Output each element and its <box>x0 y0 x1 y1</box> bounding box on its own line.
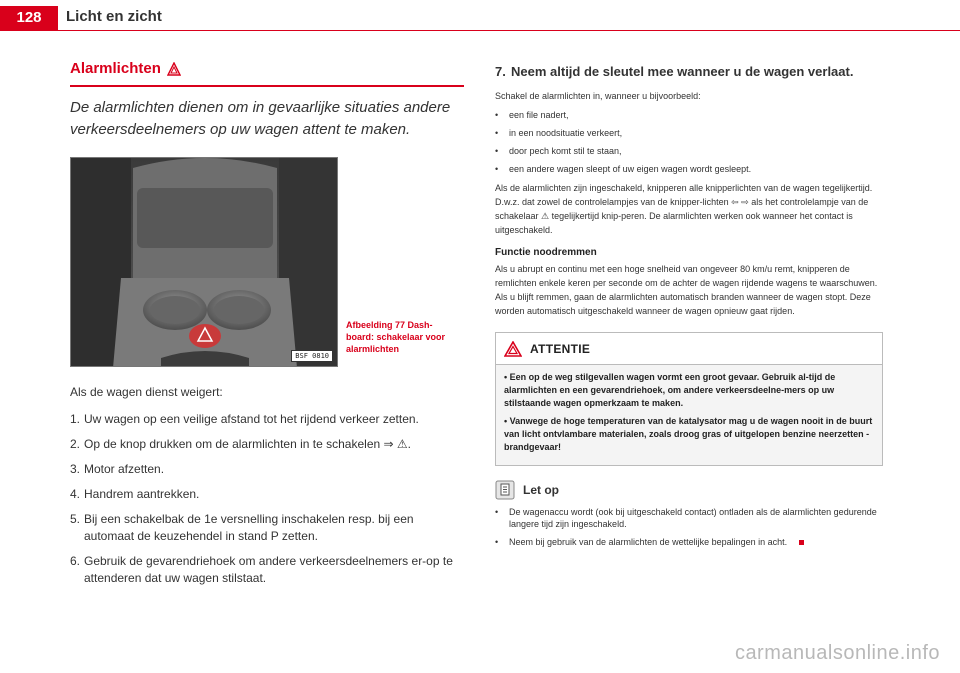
note-list <box>495 506 885 548</box>
warning-triangle-icon <box>504 341 522 357</box>
left-column <box>70 60 464 595</box>
page-number: 128 <box>0 6 58 30</box>
right-column <box>495 64 885 554</box>
lead-text: Als de wagen dienst weigert: <box>70 385 223 399</box>
note-icon <box>495 480 515 500</box>
list-item: • De wagenaccu wordt (ook bij uitgeschakeld contact) ontladen als de alarmlichten gedurende langere tijd zijn ingeschakeld. <box>495 507 877 529</box>
list-item: • een andere wagen sleept of uw eigen wagen wordt gesleept. <box>495 164 752 174</box>
list-item: 4. Handrem aantrekken. <box>70 487 200 501</box>
subheading-emergency-braking: Functie noodremmen <box>495 247 597 258</box>
attentie-header <box>496 333 882 365</box>
figure-caption: Afbeelding 77 Dash-board: schakelaar voor alarmlichten <box>346 320 446 354</box>
attentie-body <box>496 365 882 465</box>
section-title <box>70 60 464 77</box>
console-illustration <box>71 158 338 367</box>
intro-text: De alarmlichten dienen om in gevaarlijke situaties andere verkeersdeelnemers op uw wagen attent te maken. <box>70 99 451 138</box>
warning-triangle-icon <box>167 62 181 76</box>
attentie-box <box>495 332 883 466</box>
end-marker <box>799 540 804 545</box>
attentie-title: ATTENTIE <box>530 341 591 356</box>
list-item: 5. Bij een schakelbak de 1e versnelling inschakelen resp. bij een automaat de keuzehendel in stand P zetten. <box>70 512 414 543</box>
bullet-list <box>495 109 885 175</box>
section-title-text: Alarmlichten <box>70 60 161 77</box>
paragraph-alarm: Als de alarmlichten zijn ingeschakeld, knipperen alle knipperlichten van de wagen tegelijkertijd. D.w.z. dat zowel de controlelampjes van de knipper-lichten ⇦ ⇨ als het controlelampje van de schakelaar ⚠ tegelijkertijd knip-peren. De alarmlichten werken ook wanneer het contact is uitgeschakeld. <box>495 183 873 235</box>
list-item: 6. Gebruik de gevarendriehoek om andere verkeersdeelnemers er-op te attenderen dat uw wagen stilstaat. <box>70 554 453 585</box>
sub-intro: Schakel de alarmlichten in, wanneer u bijvoorbeeld: <box>495 91 701 101</box>
section-rule <box>70 85 464 87</box>
figure-block <box>70 157 464 367</box>
chapter-title: Licht en zicht <box>66 8 162 25</box>
steps-list <box>70 411 464 587</box>
attentie-item: • Een op de weg stilgevallen wagen vormt een groot gevaar. Gebruik al-tijd de alarmlichten en een gevarendriehoek, om andere verkeersdeelne-mers op uw stilstaande wagen opmerkzaam te maken. <box>504 372 836 408</box>
hazard-switch-photo <box>70 157 338 367</box>
attentie-item: • Vanwege de hoge temperaturen van de katalysator mag u de wagen nooit in de buurt van licht ontvlambare materialen, zoals droog gras of uitgelopen benzine neerzetten - brandgevaar! <box>504 416 873 452</box>
step-7: 7. Neem altijd de sleutel mee wanneer u de wagen verlaat. <box>495 64 854 79</box>
watermark: carmanualsonline.info <box>734 642 940 664</box>
list-item: • Neem bij gebruik van de alarmlichten de wettelijke bepalingen in acht. <box>495 536 885 548</box>
list-item: 2. Op de knop drukken om de alarmlichten in te schakelen ⇒ ⚠. <box>70 437 411 451</box>
header-rule <box>0 30 960 31</box>
note-header <box>495 480 885 500</box>
page-header <box>0 0 960 34</box>
note-title: Let op <box>523 483 559 497</box>
list-item: • in een noodsituatie verkeert, <box>495 128 623 138</box>
list-item: 3. Motor afzetten. <box>70 462 165 476</box>
paragraph-emergency-braking: Als u abrupt en continu met een hoge snelheid van ongeveer 80 km/u remt, knipperen de remlichten enkele keren per seconde om de achter de wagen rijdende wagens te waarschuwen. Als u blijft remmen, gaan de alarmlichten automatisch branden wanneer de wagen stopt. Deze worden automatisch uitgeschakeld wanneer de wagen opnieuw gaat rijden. <box>495 264 878 316</box>
figure-id: BSF 0810 <box>291 350 333 362</box>
list-item: • een file nadert, <box>495 110 569 120</box>
list-item: • door pech komt stil te staan, <box>495 146 622 156</box>
list-item: 1. Uw wagen op een veilige afstand tot het rijdend verkeer zetten. <box>70 412 419 426</box>
